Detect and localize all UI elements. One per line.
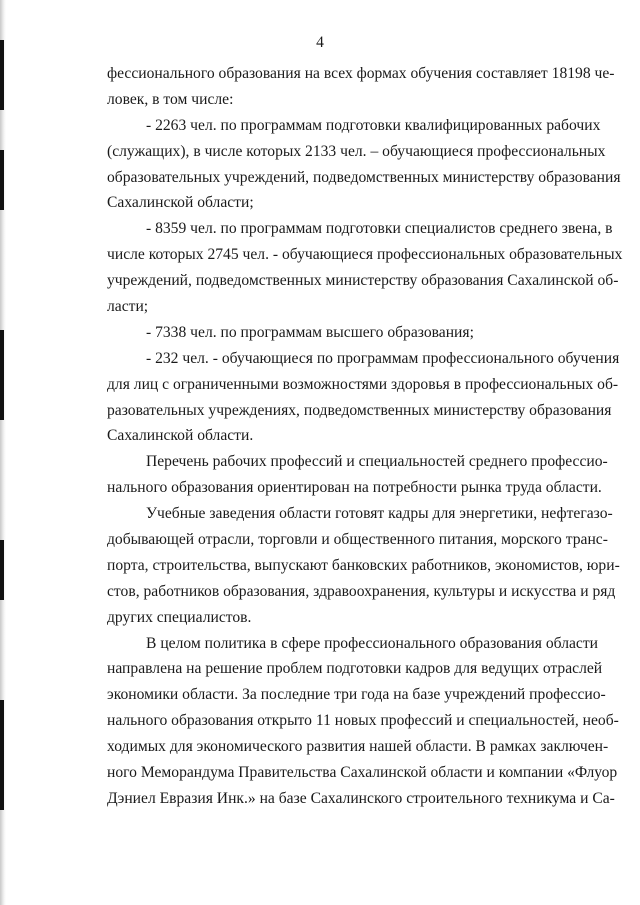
scan-mark — [0, 540, 4, 600]
text-line: направлена на решение проблем подготовки кадров для ведущих отраслей — [107, 660, 603, 678]
text-line: учреждений, подведомственных министерству образования Сахалинской об- — [107, 272, 619, 290]
text-line: ного Меморандума Правительства Сахалинской области и компании «Флуор — [107, 764, 618, 782]
text-line: других специалистов. — [107, 608, 252, 626]
text-line: добывающей отрасли, торговли и общественного питания, морского транс- — [107, 531, 608, 549]
text-line: - 7338 чел. по программам высшего образования; — [146, 323, 474, 341]
text-line: В целом политика в сфере профессионального образования области — [146, 634, 598, 652]
text-line: образовательных учреждений, подведомственных министерству образования — [107, 168, 621, 186]
text-line: порта, строительства, выпускают банковских работников, экономистов, юри- — [107, 556, 620, 574]
text-line: экономики области. За последние три года на базе учреждений профессио- — [107, 686, 606, 704]
text-line: - 232 чел. - обучающиеся по программам профессионального обучения — [146, 349, 620, 367]
text-line: для лиц с ограниченными возможностями здоровья в профессиональных об- — [107, 375, 619, 393]
scan-mark — [0, 700, 4, 810]
text-line: ласти; — [107, 298, 149, 316]
text-line: разовательных учреждениях, подведомственных министерству образования — [107, 401, 612, 419]
text-line: Сахалинской области; — [107, 194, 254, 212]
text-line: нального образования открыто 11 новых профессий и специальностей, необ- — [107, 712, 619, 730]
text-line: Перечень рабочих профессий и специальностей среднего профессио- — [146, 453, 608, 471]
text-line: - 8359 чел. по программам подготовки специалистов среднего звена, в — [146, 220, 613, 238]
text-line: стов, работников образования, здравоохранения, культуры и искусства и ряд — [107, 582, 616, 600]
text-line: - 2263 чел. по программам подготовки квалифицированных рабочих — [146, 116, 601, 134]
body-text — [107, 61, 623, 812]
text-line: ходимых для экономического развития нашей области. В рамках заключен- — [107, 738, 609, 756]
page-number: 4 — [316, 34, 324, 51]
text-line: Сахалинской области. — [107, 427, 254, 445]
scan-mark — [0, 330, 4, 420]
text-line: (служащих), в числе которых 2133 чел. – обучающиеся профессиональных — [107, 142, 606, 160]
scan-mark — [0, 150, 4, 210]
text-line: Учебные заведения области готовят кадры для энергетики, нефтегазо- — [146, 505, 613, 523]
text-line: ловек, в том числе: — [107, 90, 234, 108]
text-line: нального образования ориентирован на потребности рынка труда области. — [107, 479, 602, 497]
text-line: Дэниел Евразия Инк.» на базе Сахалинского строительного техникума и Са- — [107, 789, 615, 807]
text-line: числе которых 2745 чел. - обучающиеся профессиональных образовательных — [107, 246, 623, 264]
text-line: фессионального образования на всех формах обучения составляет 18198 че- — [107, 65, 615, 82]
